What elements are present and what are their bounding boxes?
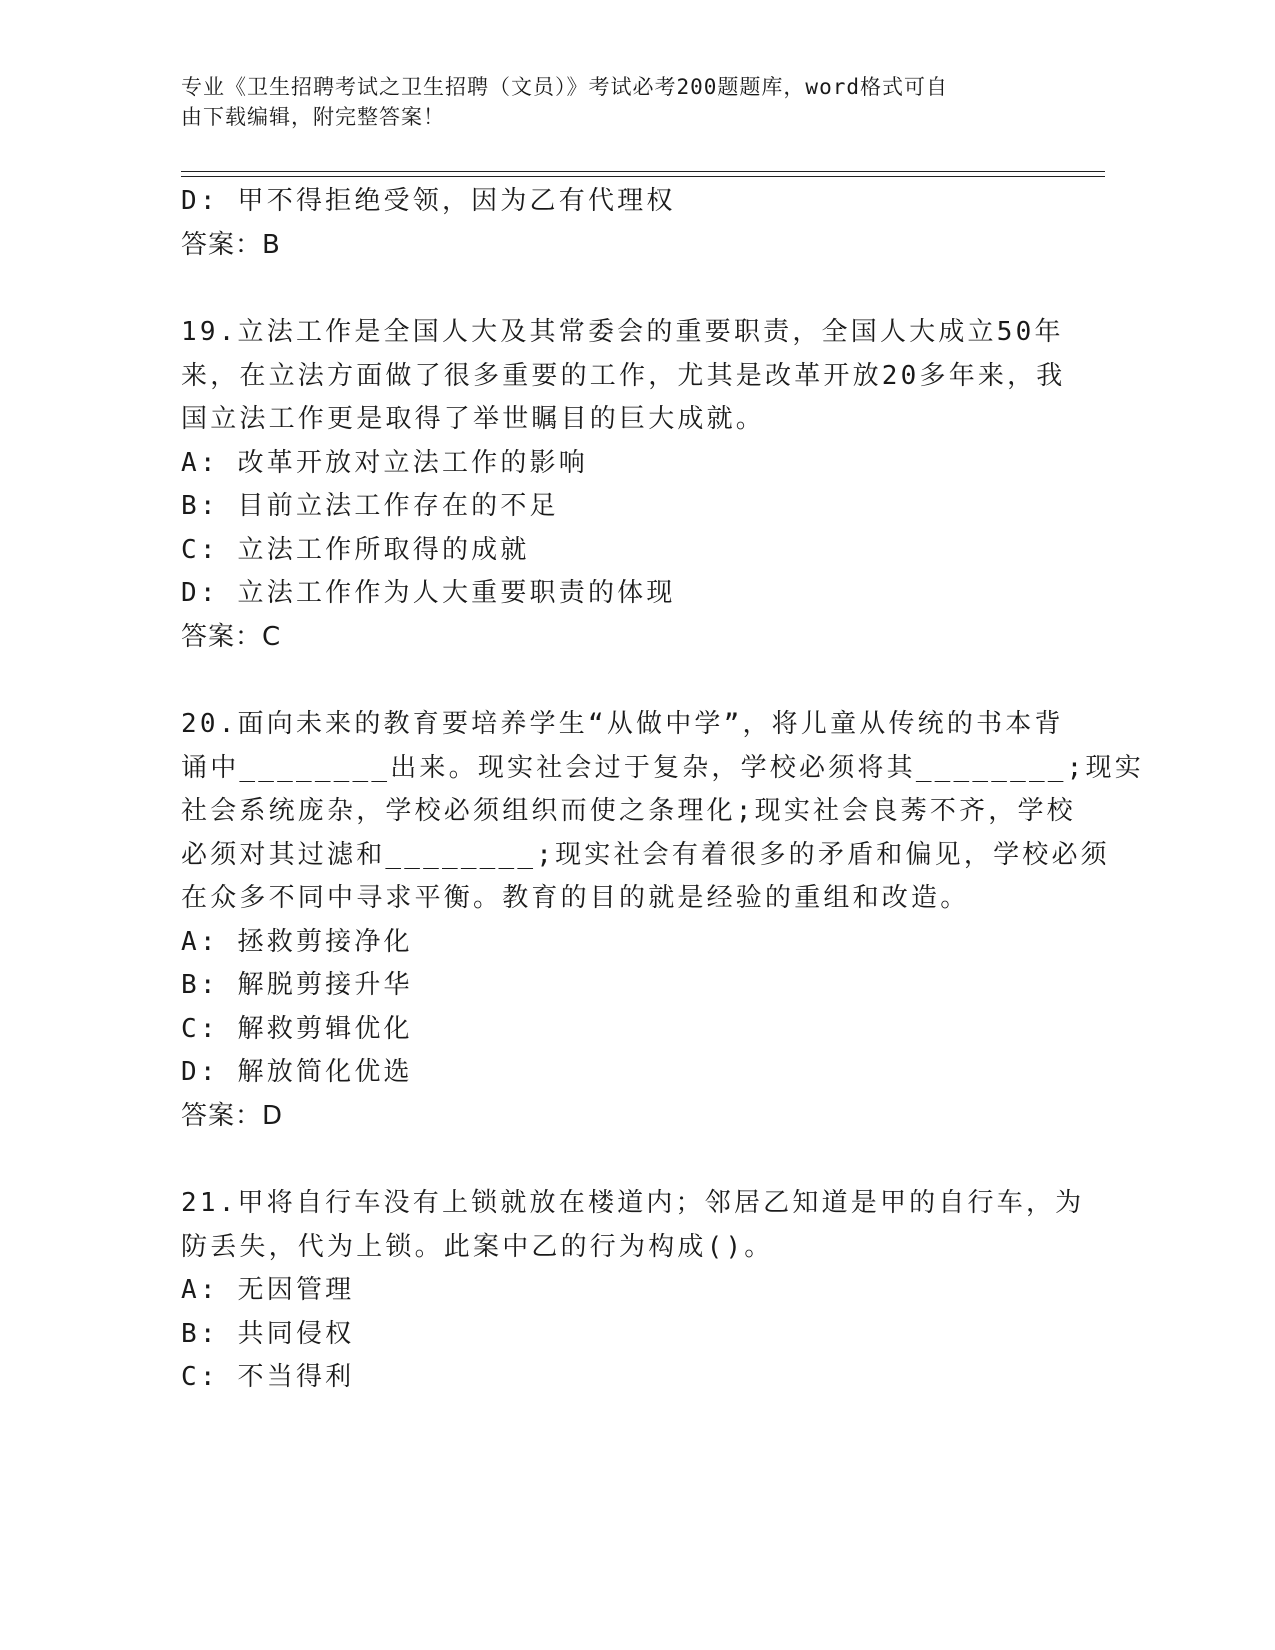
header-divider-thick — [181, 176, 1105, 177]
q21-option-c: C: 不当得利 — [181, 1362, 355, 1392]
q20-stem-line-5: 在众多不同中寻求平衡。教育的目的就是经验的重组和改造。 — [181, 883, 970, 913]
q19-option-b: B: 目前立法工作存在的不足 — [181, 491, 559, 521]
header-divider-thin — [181, 171, 1105, 172]
q21-stem-line-1: 21.甲将自行车没有上锁就放在楼道内；邻居乙知道是甲的自行车，为 — [181, 1188, 1085, 1218]
prev-option-d: D: 甲不得拒绝受领，因为乙有代理权 — [181, 186, 676, 216]
q20-stem-line-1: 20.面向未来的教育要培养学生“从做中学”，将儿童从传统的书本背 — [181, 709, 1064, 739]
prev-answer: 答案：B — [181, 230, 281, 260]
q19-stem-line-1: 19.立法工作是全国人大及其常委会的重要职责，全国人大成立50年 — [181, 317, 1064, 347]
document-header — [181, 72, 1061, 132]
q20-stem-line-4: 必须对其过滤和________;现实社会有着很多的矛盾和偏见，学校必须 — [181, 840, 1110, 870]
q19-option-c: C: 立法工作所取得的成就 — [181, 535, 530, 565]
q20-option-c: C: 解救剪辑优化 — [181, 1014, 413, 1044]
q19-stem-line-2: 来，在立法方面做了很多重要的工作，尤其是改革开放20多年来，我 — [181, 361, 1066, 391]
header-line-2: 由下载编辑，附完整答案！ — [181, 105, 445, 129]
q21-stem-line-2: 防丢失，代为上锁。此案中乙的行为构成()。 — [181, 1232, 774, 1262]
q19-answer: 答案：C — [181, 622, 282, 652]
q20-option-d: D: 解放简化优选 — [181, 1057, 413, 1087]
header-line-1: 专业《卫生招聘考试之卫生招聘（文员）》考试必考200题题库，word格式可自 — [181, 75, 948, 99]
q20-option-b: B: 解脱剪接升华 — [181, 970, 413, 1000]
q20-stem-line-3: 社会系统庞杂，学校必须组织而使之条理化;现实社会良莠不齐，学校 — [181, 796, 1076, 826]
q19-option-d: D: 立法工作作为人大重要职责的体现 — [181, 578, 676, 608]
q21-option-a: A: 无因管理 — [181, 1275, 355, 1305]
q19-stem-line-3: 国立法工作更是取得了举世瞩目的巨大成就。 — [181, 404, 766, 434]
q20-option-a: A: 拯救剪接净化 — [181, 927, 413, 957]
q21-option-b: B: 共同侵权 — [181, 1319, 355, 1349]
q19-option-a: A: 改革开放对立法工作的影响 — [181, 448, 588, 478]
q20-answer: 答案：D — [181, 1101, 284, 1131]
q20-stem-line-2: 诵中________出来。现实社会过于复杂，学校必须将其________;现实 — [181, 753, 1144, 783]
